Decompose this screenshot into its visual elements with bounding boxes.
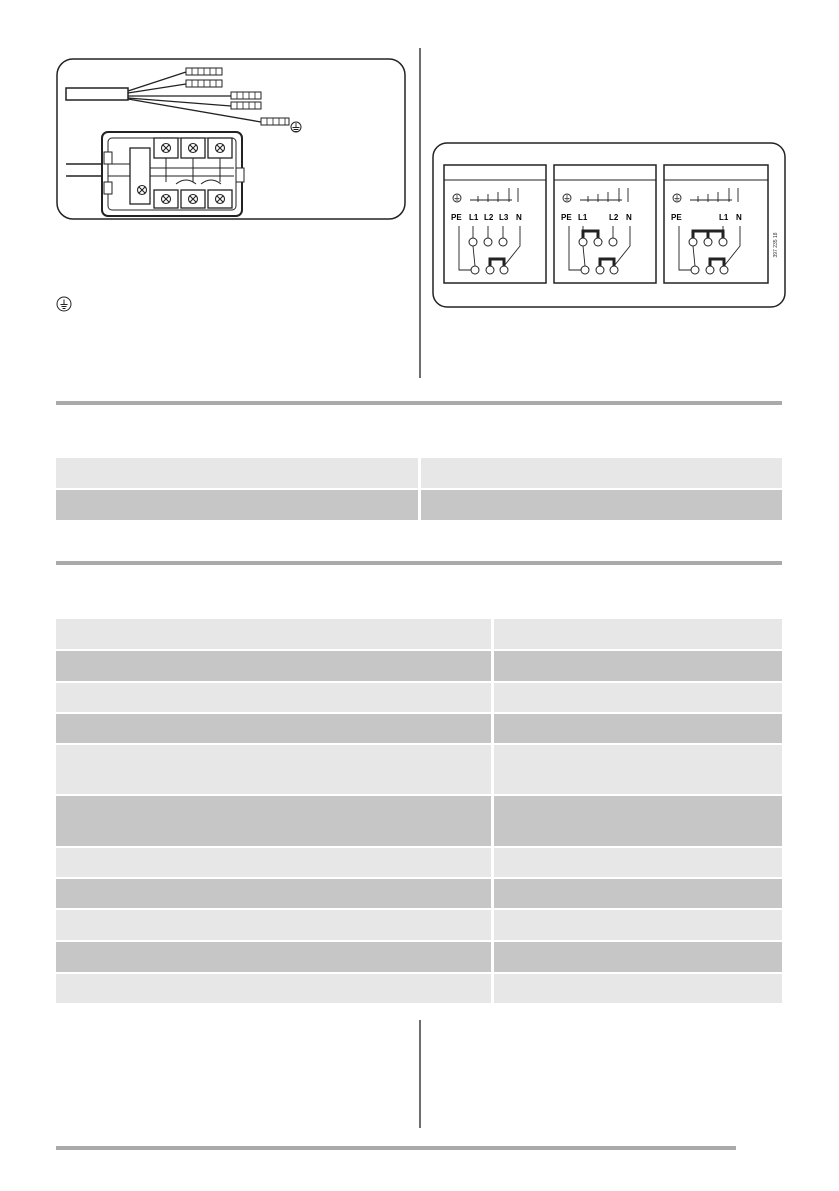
table-small-row-1-col-2 bbox=[421, 458, 782, 488]
panel-3-label-l1: L1 bbox=[719, 213, 729, 222]
table-large-row-10 bbox=[56, 942, 491, 972]
earth-ground-icon bbox=[291, 122, 301, 132]
table-large-row-1-col-2 bbox=[494, 619, 782, 649]
table-large-row-1 bbox=[56, 619, 491, 649]
panel-3-label-n: N bbox=[736, 213, 742, 222]
panel-2-label-n: N bbox=[626, 213, 632, 222]
table-large-row-4-col-2 bbox=[494, 714, 782, 743]
table-large-row-6-col-2 bbox=[494, 796, 782, 846]
table-large-row-7-col-2 bbox=[494, 848, 782, 877]
figure-code: 397 235 18 bbox=[773, 232, 779, 258]
panel-1-label-l3: L3 bbox=[499, 213, 509, 222]
table-large-row-8-col-2 bbox=[494, 879, 782, 908]
footer-rule bbox=[56, 1146, 736, 1150]
table-large-row-10-col-2 bbox=[494, 942, 782, 972]
table-large-row-9 bbox=[56, 910, 491, 940]
table-large-row-2-col-2 bbox=[494, 651, 782, 681]
table-large-row-4 bbox=[56, 714, 491, 743]
table-small-row-2-col-2 bbox=[421, 490, 782, 520]
table-large-row-2 bbox=[56, 651, 491, 681]
panel-2-label-pe: PE bbox=[561, 213, 572, 222]
wiring-figure-drawing bbox=[56, 58, 406, 220]
earth-ground-icon bbox=[56, 296, 72, 312]
panel-2-label-l2: L2 bbox=[609, 213, 619, 222]
section-rule-1 bbox=[56, 401, 782, 405]
panel-1-label-pe: PE bbox=[451, 213, 462, 222]
panel-2-label-l1: L1 bbox=[578, 213, 588, 222]
table-large-row-9-col-2 bbox=[494, 910, 782, 940]
table-large-row-11 bbox=[56, 974, 491, 1003]
table-large-row-5-col-2 bbox=[494, 745, 782, 794]
connection-panel-1 bbox=[444, 165, 546, 283]
connection-diagrams-drawing bbox=[432, 142, 786, 308]
table-large-row-5 bbox=[56, 745, 491, 794]
wiring-figure bbox=[56, 58, 406, 220]
table-large-row-3-col-2 bbox=[494, 683, 782, 712]
table-small-row-1 bbox=[56, 458, 418, 488]
connection-diagrams bbox=[432, 142, 786, 308]
connection-panel-2 bbox=[554, 165, 656, 283]
table-large-row-8 bbox=[56, 879, 491, 908]
table-large-row-6 bbox=[56, 796, 491, 846]
section-rule-2 bbox=[56, 561, 782, 565]
left-note-ground-icon bbox=[56, 296, 72, 312]
panel-3-label-pe: PE bbox=[671, 213, 682, 222]
column-divider-bottom bbox=[419, 1020, 421, 1128]
table-small-row-2 bbox=[56, 490, 418, 520]
table-large-row-3 bbox=[56, 683, 491, 712]
panel-1-label-l1: L1 bbox=[469, 213, 479, 222]
table-large-row-7 bbox=[56, 848, 491, 877]
panel-1-label-n: N bbox=[516, 213, 522, 222]
panel-1-label-l2: L2 bbox=[484, 213, 494, 222]
column-divider-top bbox=[419, 48, 421, 378]
table-large-row-11-col-2 bbox=[494, 974, 782, 1003]
connection-panel-3 bbox=[664, 165, 768, 283]
